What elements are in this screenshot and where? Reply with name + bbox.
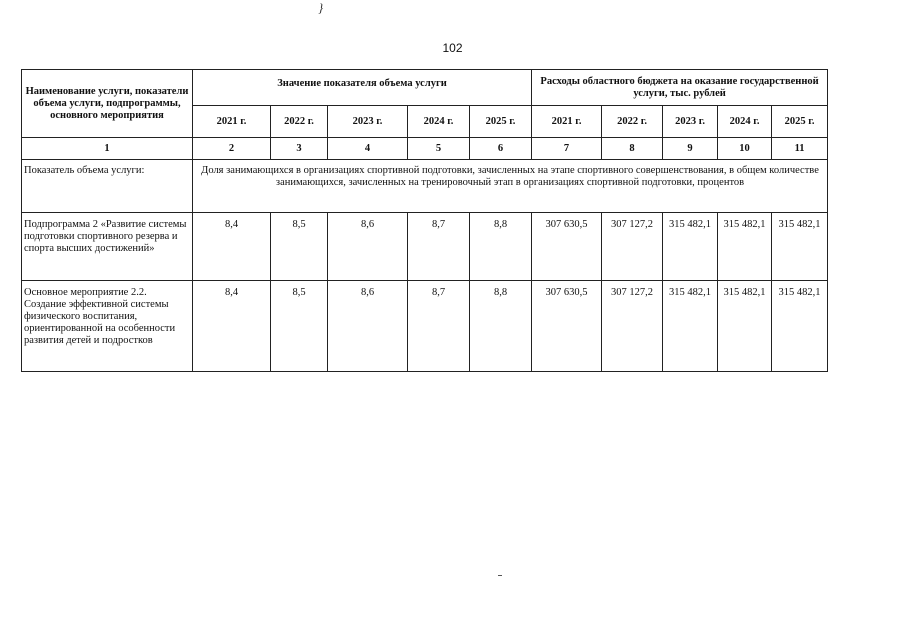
page-number: 102 (442, 41, 463, 55)
column-number: 8 (602, 138, 663, 160)
header-year: 2022 г. (602, 106, 663, 138)
expense-cell: 307 630,5 (532, 281, 602, 372)
indicator-description: Доля занимающихся в организациях спортивной подготовки, зачисленных на этапе спортивного совершенствования, в общем количестве занимающихся, зачисленных на тренировочный этап в организациях спортивной подготовки, процентов (193, 160, 828, 213)
expense-cell: 307 630,5 (532, 213, 602, 281)
value-cell: 8,6 (328, 213, 408, 281)
column-number: 6 (470, 138, 532, 160)
column-numbers-row (22, 138, 828, 160)
column-number: 7 (532, 138, 602, 160)
value-cell: 8,4 (193, 213, 271, 281)
expense-cell: 315 482,1 (772, 213, 828, 281)
scan-speck (498, 575, 502, 576)
expense-cell: 315 482,1 (663, 213, 718, 281)
column-number: 4 (328, 138, 408, 160)
header-year: 2023 г. (328, 106, 408, 138)
header-volume-group: Значение показателя объема услуги (193, 70, 532, 106)
column-number: 11 (772, 138, 828, 160)
header-year: 2025 г. (470, 106, 532, 138)
header-year: 2024 г. (408, 106, 470, 138)
value-cell: 8,5 (271, 281, 328, 372)
expense-cell: 307 127,2 (602, 213, 663, 281)
column-number: 9 (663, 138, 718, 160)
header-year: 2021 г. (532, 106, 602, 138)
header-row-groups (22, 70, 828, 106)
column-number: 1 (22, 138, 193, 160)
indicator-label: Показатель объема услуги: (22, 160, 193, 213)
margin-mark: } (318, 0, 324, 15)
value-cell: 8,8 (470, 281, 532, 372)
header-year: 2022 г. (271, 106, 328, 138)
expense-cell: 307 127,2 (602, 281, 663, 372)
value-cell: 8,7 (408, 213, 470, 281)
table-row (22, 281, 828, 372)
column-number: 3 (271, 138, 328, 160)
table-row (22, 213, 828, 281)
indicator-row (22, 160, 828, 213)
row-name: Подпрограмма 2 «Развитие системы подготовки спортивного резерва и спорта высших достижений» (22, 213, 193, 281)
column-number: 10 (718, 138, 772, 160)
header-year: 2024 г. (718, 106, 772, 138)
header-budget-group: Расходы областного бюджета на оказание государственной услуги, тыс. рублей (532, 70, 828, 106)
value-cell: 8,5 (271, 213, 328, 281)
value-cell: 8,7 (408, 281, 470, 372)
expense-cell: 315 482,1 (663, 281, 718, 372)
header-year: 2021 г. (193, 106, 271, 138)
expense-cell: 315 482,1 (718, 213, 772, 281)
header-year: 2023 г. (663, 106, 718, 138)
expense-cell: 315 482,1 (718, 281, 772, 372)
expense-cell: 315 482,1 (772, 281, 828, 372)
header-service-name: Наименование услуги, показатели объема услуги, подпрограммы, основного мероприятия (22, 70, 193, 138)
value-cell: 8,8 (470, 213, 532, 281)
row-name: Основное мероприятие 2.2. Создание эффективной системы физического воспитания, ориентированной на особенности развития детей и подростков (22, 281, 193, 372)
header-year: 2025 г. (772, 106, 828, 138)
value-cell: 8,6 (328, 281, 408, 372)
value-cell: 8,4 (193, 281, 271, 372)
column-number: 5 (408, 138, 470, 160)
column-number: 2 (193, 138, 271, 160)
services-table (21, 69, 828, 372)
